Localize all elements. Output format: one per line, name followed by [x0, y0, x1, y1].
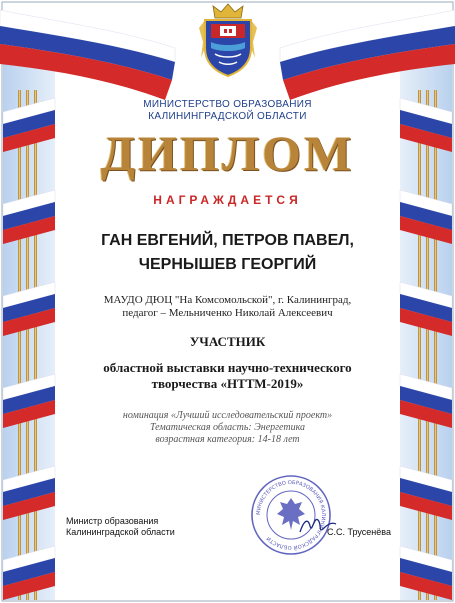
age-category-line: возрастная категория: 14-18 лет	[155, 434, 300, 445]
coat-of-arms-icon	[191, 2, 265, 78]
awarded-label: НАГРАЖДАЕТСЯ	[153, 193, 302, 207]
nomination-block	[60, 410, 395, 446]
ministry-line-2: КАЛИНИНГРАДСКОЙ ОБЛАСТИ	[148, 111, 307, 122]
signatory-position-line-2: Калининградской области	[66, 527, 175, 537]
organization-line-1: МАУДО ДЮЦ "На Комсомольской", г. Калининград,	[103, 294, 352, 306]
signatory-position-line-1: Министр образования	[66, 516, 159, 526]
stamp-text: МИНИСТЕРСТВО ОБРАЗОВАНИЯ КАЛИНИНГРАДСКОЙ ОБЛАСТИ	[255, 479, 327, 551]
signatory-position	[66, 516, 175, 538]
nomination-line: номинация «Лучший исследовательский проект»	[122, 410, 333, 421]
organization-line-2: педагог – Мельниченко Николай Алексеевич	[122, 307, 333, 319]
recipients-line-2: ЧЕРНЫШЕВ ГЕОРГИЙ	[138, 256, 317, 273]
event-line-1: областной выставки научно-технического	[103, 360, 352, 375]
thematic-area-line: Тематическая область: Энергетика	[149, 422, 306, 433]
organization	[60, 294, 395, 320]
ministry-header	[60, 99, 395, 123]
recipients	[60, 229, 395, 277]
ministry-line-1: МИНИСТЕРСТВО ОБРАЗОВАНИЯ	[143, 99, 312, 110]
participant-role: УЧАСТНИК	[189, 334, 266, 349]
event-name	[60, 360, 395, 392]
event-line-2: творчества «НТТМ-2019»	[151, 376, 304, 391]
recipients-line-1: ГАН ЕВГЕНИЙ, ПЕТРОВ ПАВЕЛ,	[101, 232, 354, 249]
diploma-title: ДИПЛОМ	[100, 125, 355, 181]
signatory-name: С.С. Трусенёва	[327, 527, 391, 537]
